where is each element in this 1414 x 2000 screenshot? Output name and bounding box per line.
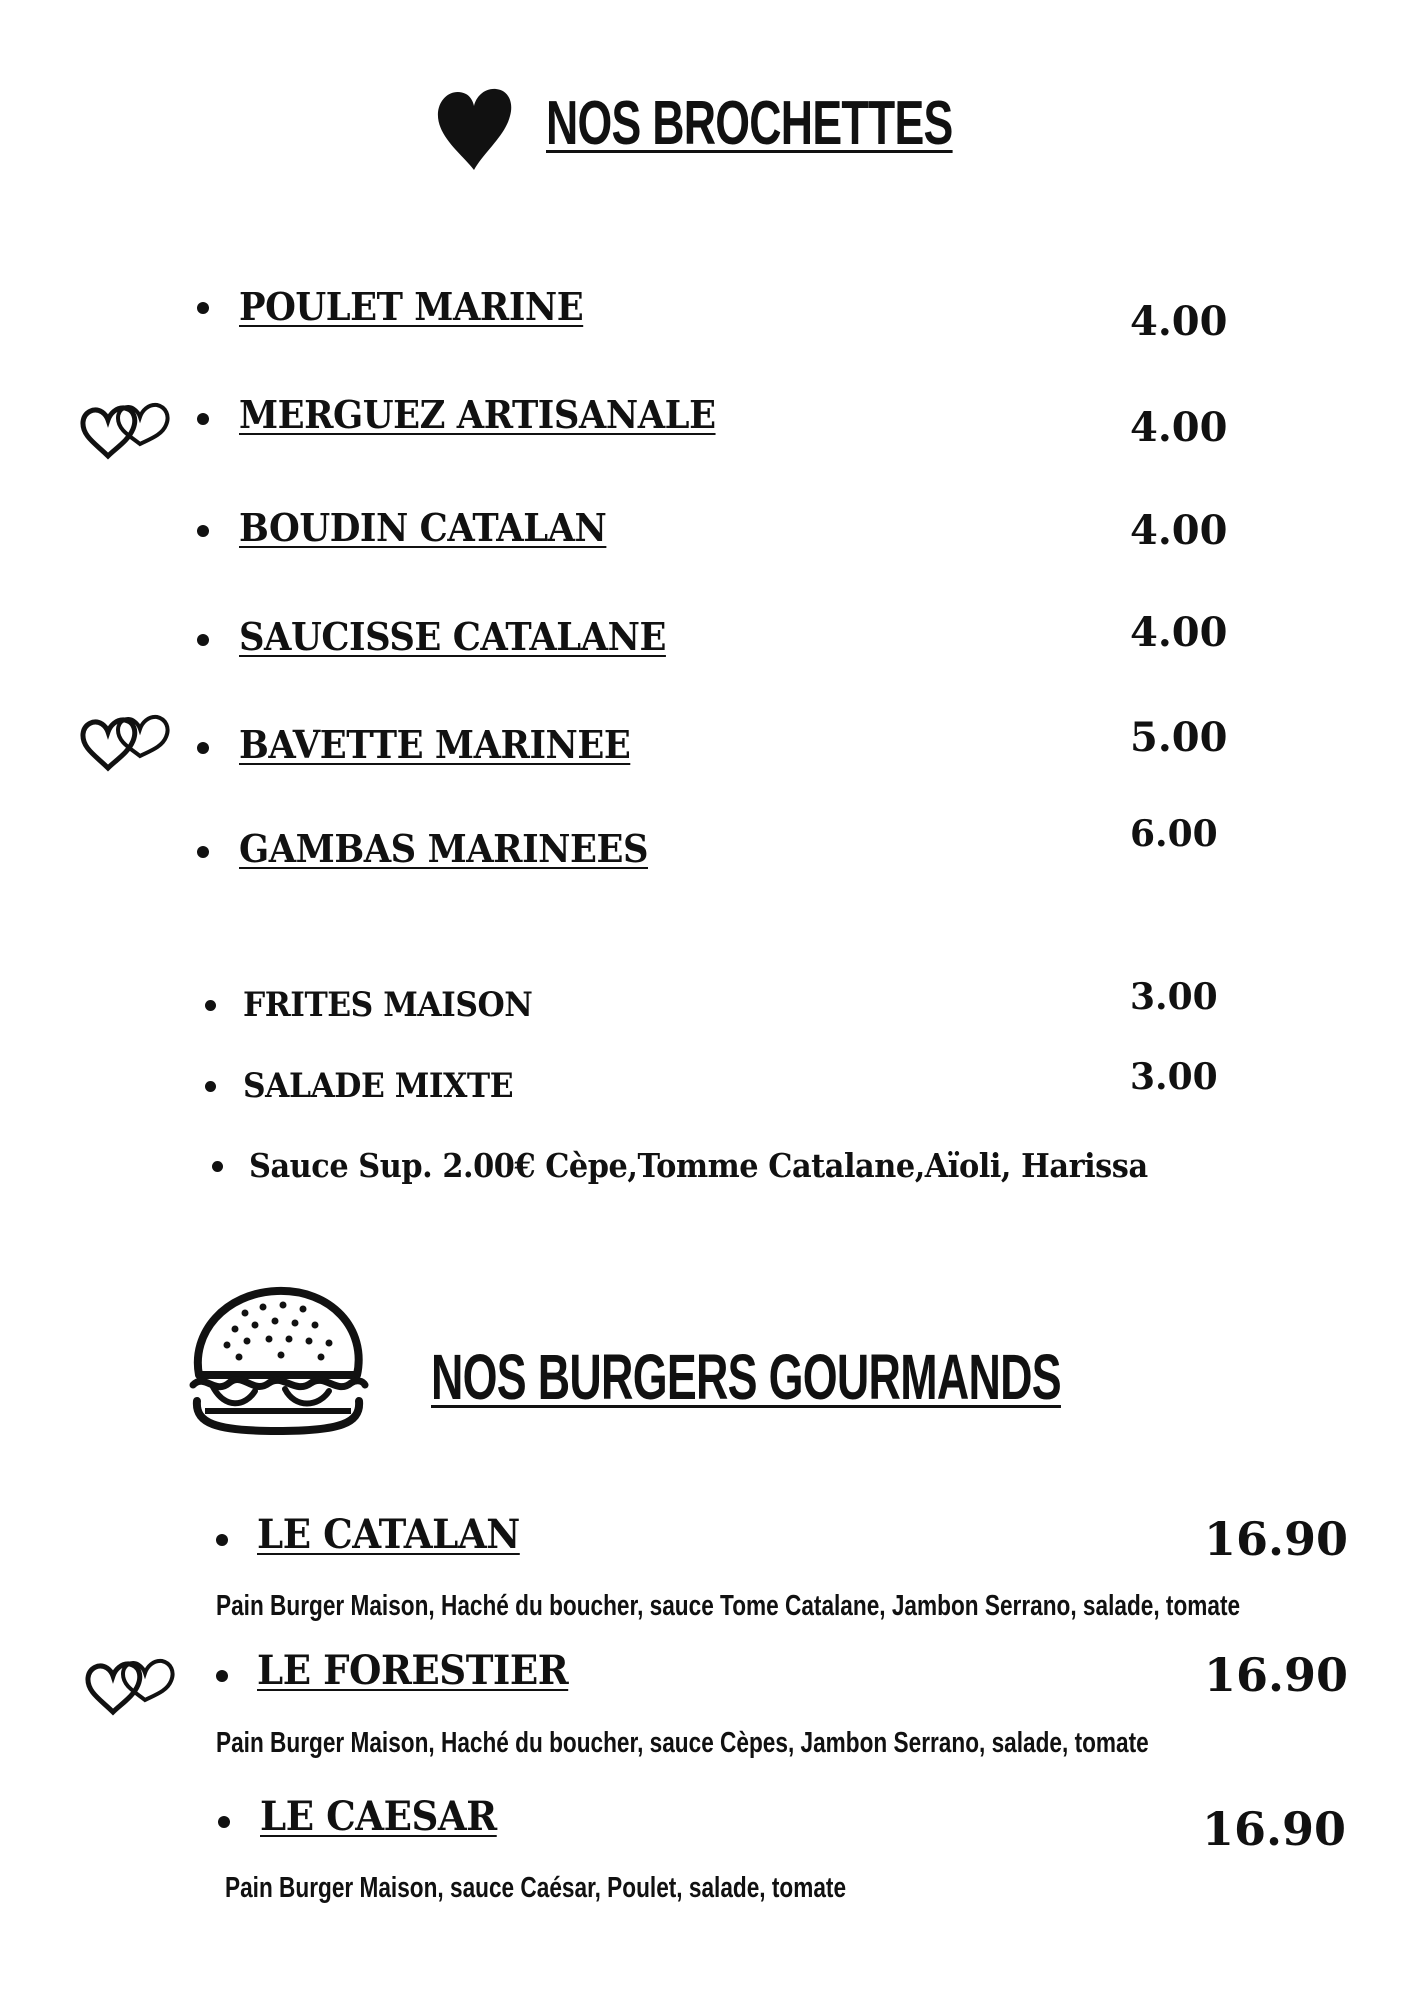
price-le-caesar: 16.90 bbox=[1202, 1802, 1347, 1856]
bullet bbox=[197, 742, 209, 754]
price-bavette-marinee: 5.00 bbox=[1130, 714, 1228, 761]
section-title-brochettes: NOS BROCHETTES bbox=[546, 89, 953, 158]
bullet bbox=[197, 846, 209, 858]
item-boudin-catalan: BOUDIN CATALAN bbox=[239, 505, 607, 550]
price-poulet-marine: 4.00 bbox=[1130, 298, 1228, 345]
desc-le-caesar: Pain Burger Maison, sauce Caésar, Poulet, salade, tomate bbox=[225, 1872, 847, 1904]
bullet bbox=[218, 1816, 230, 1828]
side-salade-mixte: SALADE MIXTE bbox=[243, 1066, 514, 1106]
bullet bbox=[212, 1161, 223, 1172]
heart-icon bbox=[432, 84, 516, 174]
price-le-forestier: 16.90 bbox=[1204, 1648, 1349, 1702]
bullet bbox=[197, 634, 209, 646]
bullet bbox=[197, 413, 209, 425]
item-poulet-marine: POULET MARINE bbox=[239, 284, 584, 329]
price-saucisse-catalane: 4.00 bbox=[1130, 609, 1228, 656]
item-gambas-marinees: GAMBAS MARINEES bbox=[239, 826, 648, 871]
price-gambas-marinees: 6.00 bbox=[1130, 813, 1218, 855]
side-frites-maison: FRITES MAISON bbox=[243, 985, 533, 1025]
price-boudin-catalan: 4.00 bbox=[1130, 507, 1228, 554]
desc-le-catalan: Pain Burger Maison, Haché du boucher, sauce Tome Catalane, Jambon Serrano, salade, tomate bbox=[216, 1590, 1241, 1622]
price-le-catalan: 16.90 bbox=[1204, 1512, 1349, 1566]
bullet bbox=[216, 1534, 228, 1546]
price-salade-mixte: 3.00 bbox=[1130, 1056, 1218, 1098]
sauce-supplement-note: Sauce Sup. 2.00€ Cèpe,Tomme Catalane,Aïoli, Harissa bbox=[249, 1146, 1148, 1185]
price-frites-maison: 3.00 bbox=[1130, 976, 1218, 1018]
double-heart-icon bbox=[83, 1648, 183, 1718]
double-heart-icon bbox=[78, 392, 178, 462]
section-title-burgers: NOS BURGERS GOURMANDS bbox=[431, 1341, 1061, 1413]
bullet bbox=[216, 1670, 228, 1682]
bullet bbox=[197, 525, 209, 537]
bullet bbox=[205, 1081, 216, 1092]
bullet bbox=[197, 302, 209, 314]
burger-le-caesar: LE CAESAR bbox=[260, 1793, 497, 1840]
item-bavette-marinee: BAVETTE MARINEE bbox=[239, 722, 631, 767]
item-saucisse-catalane: SAUCISSE CATALANE bbox=[239, 614, 666, 659]
burger-icon bbox=[185, 1283, 370, 1438]
price-merguez-artisanale: 4.00 bbox=[1130, 404, 1228, 451]
burger-le-forestier: LE FORESTIER bbox=[257, 1647, 569, 1694]
desc-le-forestier: Pain Burger Maison, Haché du boucher, sauce Cèpes, Jambon Serrano, salade, tomate bbox=[216, 1727, 1149, 1759]
item-merguez-artisanale: MERGUEZ ARTISANALE bbox=[239, 392, 716, 437]
burger-le-catalan: LE CATALAN bbox=[257, 1511, 520, 1558]
double-heart-icon bbox=[78, 704, 178, 774]
bullet bbox=[205, 1000, 216, 1011]
